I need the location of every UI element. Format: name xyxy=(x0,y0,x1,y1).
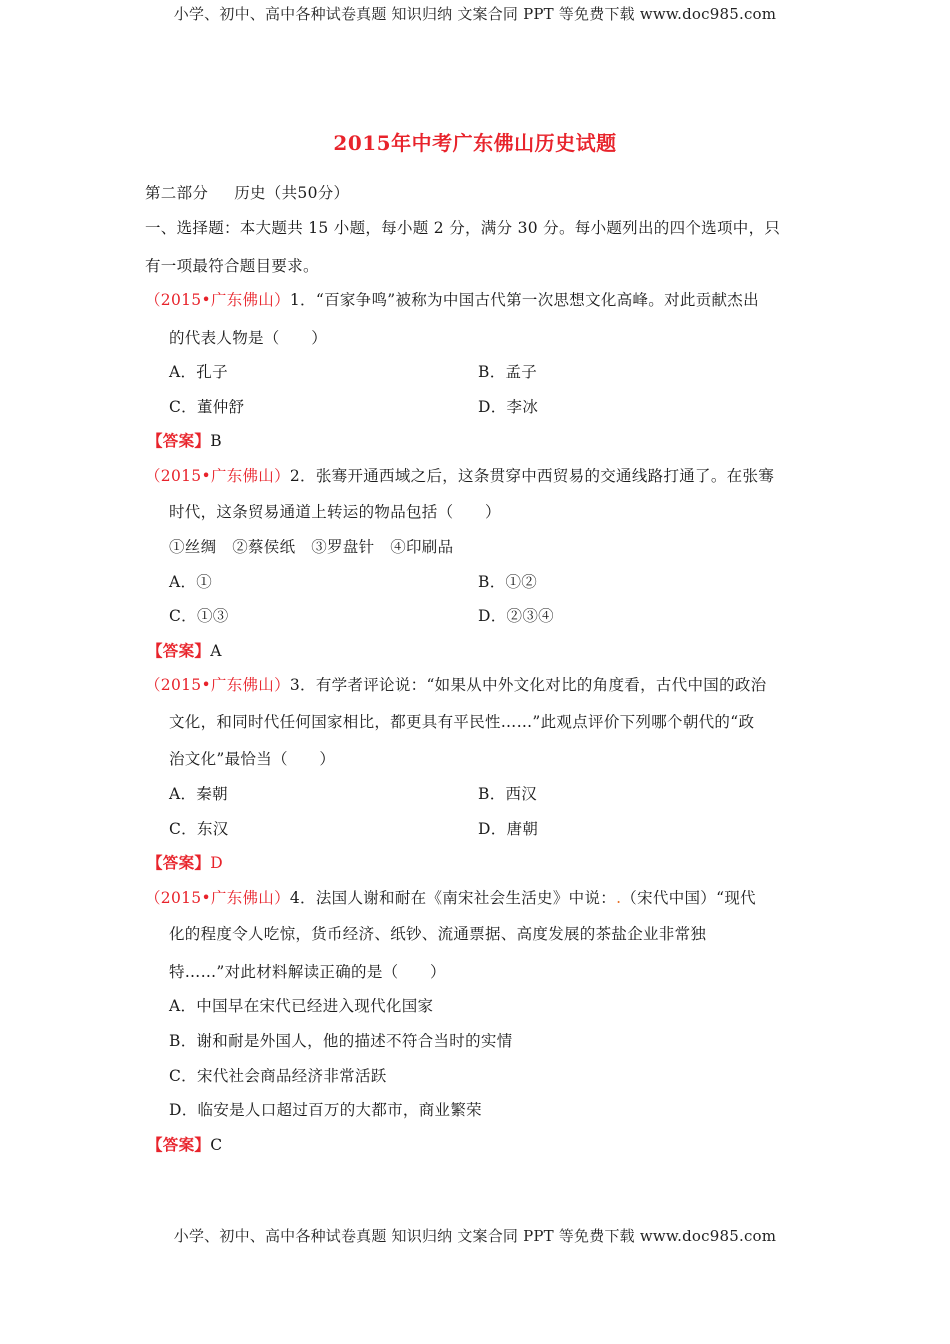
page-footer: 小学、初中、高中各种试卷真题 知识归纳 文案合同 PPT 等免费下载 www.doc985.com xyxy=(173,1227,777,1245)
question-2-stem xyxy=(145,464,774,486)
question-1-option-b[interactable]: B．孟子 xyxy=(478,363,538,381)
answer-label: 【答案】 xyxy=(147,853,211,872)
answer-value: B xyxy=(210,432,222,450)
question-3-stem xyxy=(145,673,766,695)
question-3-stem-cont: 文化，和同时代任何国家相比，都更具有平民性……”此观点评价下列哪个朝代的“政 xyxy=(169,713,755,731)
question-source: （2015•广东佛山） xyxy=(145,291,290,309)
question-2-option-a[interactable]: A．① xyxy=(169,573,213,591)
instructions-line-1: 一、选择题：本大题共 15 小题，每小题 2 分，满分 30 分。每小题列出的四个选项中，只 xyxy=(145,219,781,237)
question-4-answer xyxy=(147,1133,222,1155)
question-4-stem-cont-2: 特……”对此材料解读正确的是（ ） xyxy=(169,963,446,981)
answer-value: D xyxy=(210,854,223,872)
question-1-option-a[interactable]: A．孔子 xyxy=(169,363,228,381)
question-3-option-c[interactable]: C．东汉 xyxy=(169,820,229,838)
question-3-option-d[interactable]: D．唐朝 xyxy=(478,820,539,838)
question-4-option-b[interactable]: B．谢和耐是外国人，他的描述不符合当时的实情 xyxy=(169,1032,513,1050)
dot-mark: . xyxy=(616,889,622,907)
document-title: 2015年中考广东佛山历史试题 xyxy=(333,131,617,155)
question-3-option-b[interactable]: B．西汉 xyxy=(478,785,538,803)
page-header: 小学、初中、高中各种试卷真题 知识归纳 文案合同 PPT 等免费下载 www.doc985.com xyxy=(173,5,777,23)
question-4-stem xyxy=(145,886,756,908)
instructions-line-2: 有一项最符合题目要求。 xyxy=(145,257,319,275)
question-4-option-a[interactable]: A．中国早在宋代已经进入现代化国家 xyxy=(169,997,434,1015)
question-1-stem-cont: 的代表人物是（ ） xyxy=(169,329,328,347)
question-text: 3．有学者评论说：“如果从中外文化对比的角度看，古代中国的政治 xyxy=(289,676,767,694)
answer-label: 【答案】 xyxy=(147,1135,211,1154)
question-2-option-c[interactable]: C．①③ xyxy=(169,607,229,625)
question-text: 1．“百家争鸣”被称为中国古代第一次思想文化高峰。对此贡献杰出 xyxy=(289,291,759,309)
question-3-answer xyxy=(147,851,223,873)
question-source: （2015•广东佛山） xyxy=(145,467,290,485)
answer-value: C xyxy=(210,1136,223,1154)
question-4-option-d[interactable]: D．临安是人口超过百万的大都市，商业繁荣 xyxy=(169,1101,482,1119)
section-part: 第二部分 xyxy=(145,184,209,202)
question-1-answer xyxy=(147,429,222,451)
question-2-option-b[interactable]: B．①② xyxy=(478,573,538,591)
question-4-option-c[interactable]: C．宋代社会商品经济非常活跃 xyxy=(169,1067,387,1085)
question-4-stem-cont: 化的程度令人吃惊，货币经济、纸钞、流通票据、高度发展的茶盐企业非常独 xyxy=(169,925,707,943)
question-source: （2015•广东佛山） xyxy=(145,676,290,694)
question-1-option-c[interactable]: C．董仲舒 xyxy=(169,398,245,416)
question-2-option-d[interactable]: D．②③④ xyxy=(478,607,554,625)
question-text: 4．法国人谢和耐在《南宋社会生活史》中说： xyxy=(289,889,617,907)
question-text-cont: （宋代中国）“现代 xyxy=(621,889,756,907)
question-2-items: ①丝绸 ②蔡侯纸 ③罗盘针 ④印刷品 xyxy=(169,538,454,556)
question-source: （2015•广东佛山） xyxy=(145,889,290,907)
question-text: 2．张骞开通西域之后，这条贯穿中西贸易的交通线路打通了。在张骞 xyxy=(289,467,775,485)
question-2-answer xyxy=(147,639,222,661)
answer-value: A xyxy=(210,642,222,660)
question-3-stem-cont-2: 治文化”最恰当（ ） xyxy=(169,750,336,768)
section-subject: 历史（共50分） xyxy=(234,184,350,202)
section-heading xyxy=(145,181,349,203)
question-1-option-d[interactable]: D．李冰 xyxy=(478,398,539,416)
question-2-stem-cont: 时代，这条贸易通道上转运的物品包括（ ） xyxy=(169,503,501,521)
answer-label: 【答案】 xyxy=(147,641,211,660)
answer-label: 【答案】 xyxy=(147,431,211,450)
question-3-option-a[interactable]: A．秦朝 xyxy=(169,785,228,803)
question-1-stem xyxy=(145,288,759,310)
